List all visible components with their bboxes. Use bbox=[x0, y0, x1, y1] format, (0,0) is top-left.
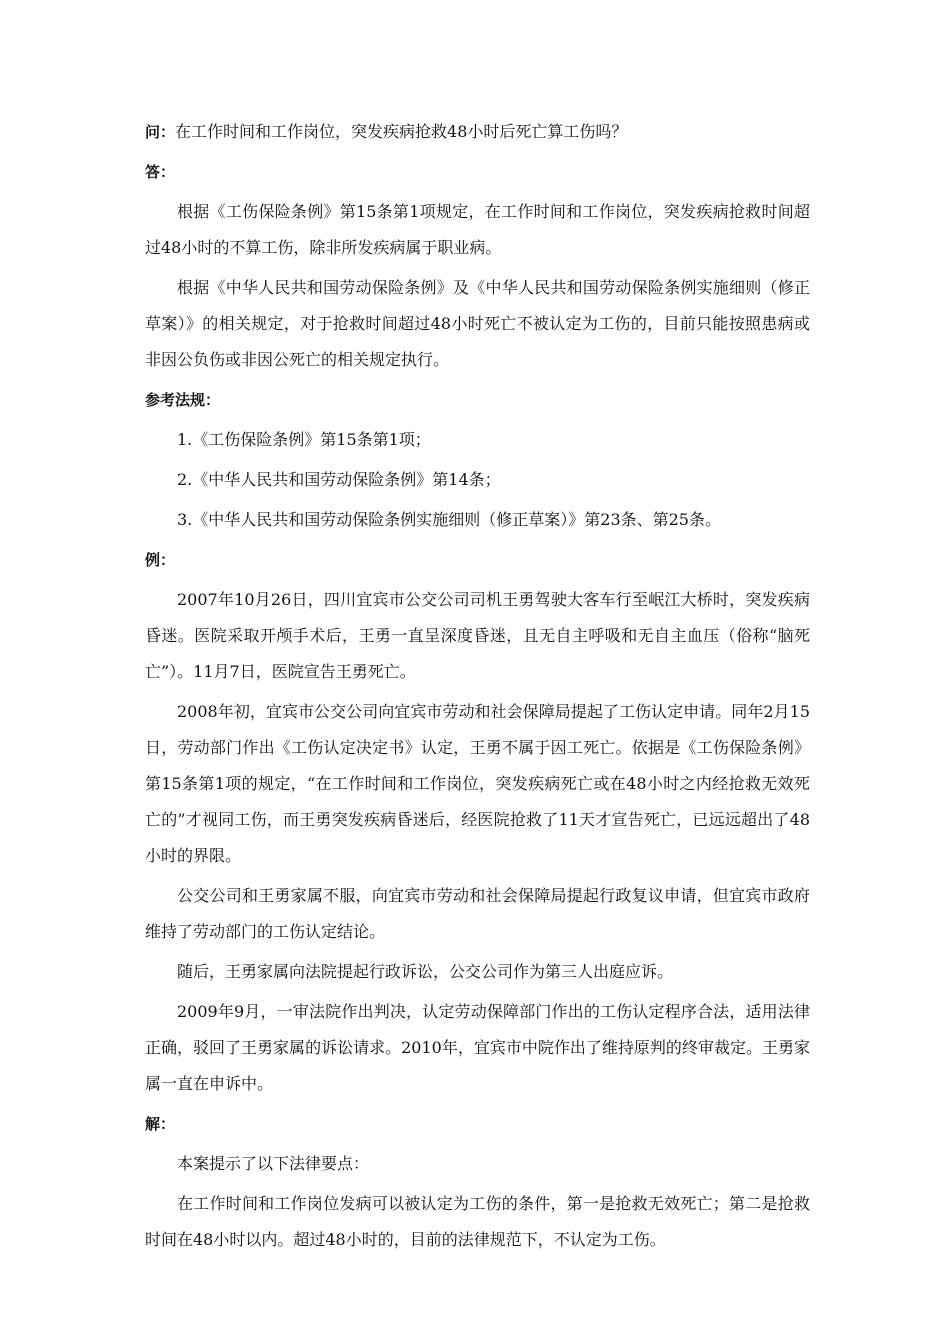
question-line bbox=[145, 114, 810, 150]
answer-heading: 答： bbox=[145, 163, 176, 181]
example-paragraph: 随后，王勇家属向法院提起行政诉讼，公交公司作为第三人出庭应诉。 bbox=[177, 962, 674, 981]
reference-item: 1.《工伤保险条例》第15条第1项； bbox=[177, 430, 431, 449]
reference-item: 3.《中华人民共和国劳动保险条例实施细则（修正草案）》第23条、第25条。 bbox=[177, 510, 721, 529]
question-text: 在工作时间和工作岗位，突发疾病抢救48小时后死亡算工伤吗？ bbox=[175, 122, 628, 141]
analysis-paragraph: 本案提示了以下法律要点： bbox=[177, 1154, 370, 1173]
reference-item: 2.《中华人民共和国劳动保险条例》第14条； bbox=[177, 470, 501, 489]
references-heading: 参考法规： bbox=[145, 391, 221, 409]
example-paragraph: 公交公司和王勇家属不服，向宜宾市劳动和社会保障局提起行政复议申请，但宜宾市政府维持了劳动部门的工伤认定结论。 bbox=[145, 886, 810, 941]
analysis-paragraph: 在工作时间和工作岗位发病可以被认定为工伤的条件，第一是抢救无效死亡；第二是抢救时间在48小时以内。超过48小时的，目前的法律规范下，不认定为工伤。 bbox=[145, 1194, 810, 1249]
document-page bbox=[145, 114, 810, 1262]
example-paragraph: 2008年初，宜宾市公交公司向宜宾市劳动和社会保障局提起了工伤认定申请。同年2月15日，劳动部门作出《工伤认定决定书》认定，王勇不属于因工死亡。依据是《工伤保险条例》第15条第1项的规定，“在工作时间和工作岗位，突发疾病死亡或在48小时之内经抢救无效死亡的”才视同工伤，而王勇突发疾病昏迷后，经医院抢救了11天才宣告死亡，已远远超出了48小时的界限。 bbox=[145, 702, 810, 865]
example-heading: 例： bbox=[145, 551, 176, 569]
example-paragraph: 2009年9月，一审法院作出判决，认定劳动保障部门作出的工伤认定程序合法，适用法律正确，驳回了王勇家属的诉讼请求。2010年，宜宾市中院作出了维持原判的终审裁定。王勇家属一直在申诉中。 bbox=[145, 1002, 810, 1093]
answer-paragraph: 根据《工伤保险条例》第15条第1项规定，在工作时间和工作岗位，突发疾病抢救时间超过48小时的不算工伤，除非所发疾病属于职业病。 bbox=[145, 202, 810, 257]
example-paragraph: 2007年10月26日，四川宜宾市公交公司司机王勇驾驶大客车行至岷江大桥时，突发疾病昏迷。医院采取开颅手术后，王勇一直呈深度昏迷，且无自主呼吸和无自主血压（俗称“脑死亡”）。11月7日，医院宣告王勇死亡。 bbox=[145, 590, 810, 681]
answer-paragraph: 根据《中华人民共和国劳动保险条例》及《中华人民共和国劳动保险条例实施细则（修正草案）》的相关规定，对于抢救时间超过48小时死亡不被认定为工伤的，目前只能按照患病或非因公负伤或非因公死亡的相关规定执行。 bbox=[145, 278, 810, 369]
analysis-heading: 解： bbox=[145, 1115, 176, 1133]
question-label: 问： bbox=[145, 123, 176, 141]
